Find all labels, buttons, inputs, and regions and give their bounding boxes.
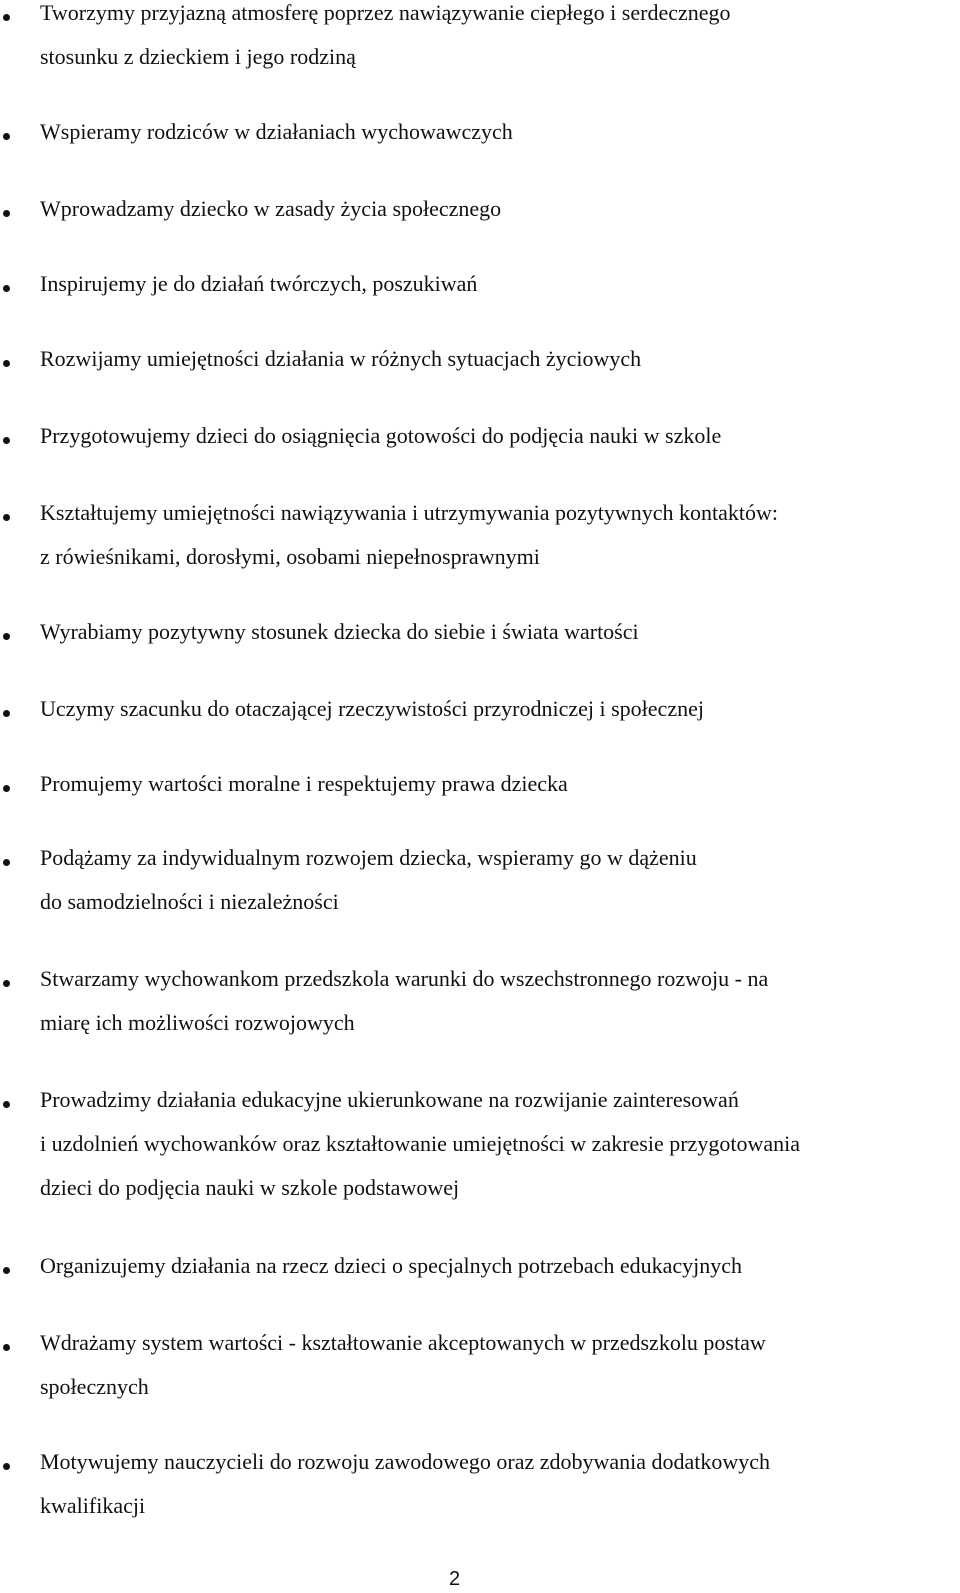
list-item-line: z rówieśnikami, dorosłymi, osobami niepełnosprawnymi [40, 544, 540, 569]
bullet-icon [3, 785, 10, 792]
list-item-text [40, 836, 952, 924]
list-item-line: kwalifikacji [40, 1493, 146, 1518]
list-item-text [40, 0, 952, 79]
bullet-icon [3, 710, 10, 717]
list-item-line: Rozwijamy umiejętności działania w różnych sytuacjach życiowych [40, 346, 642, 371]
list-item-text [40, 1440, 952, 1528]
list-item-text [40, 491, 952, 579]
list-item-line: do samodzielności i niezależności [40, 889, 339, 914]
list-item-line: i uzdolnień wychowanków oraz kształtowanie umiejętności w zakresie przygotowania [40, 1131, 800, 1156]
list-item-line: Uczymy szacunku do otaczającej rzeczywistości przyrodniczej i społecznej [40, 696, 704, 721]
list-item-text [40, 762, 952, 806]
bullet-icon [3, 1101, 10, 1108]
list-item-line: Stwarzamy wychowankom przedszkola warunki do wszechstronnego rozwoju - na [40, 966, 769, 991]
list-item-line: Promujemy wartości moralne i respektujemy prawa dziecka [40, 771, 568, 796]
bullet-icon [3, 514, 10, 521]
bullet-icon [3, 133, 10, 140]
list-item-line: Tworzymy przyjazną atmosferę poprzez nawiązywanie ciepłego i serdecznego [40, 0, 731, 25]
bullet-icon [3, 1344, 10, 1351]
list-item-line: dzieci do podjęcia nauki w szkole podstawowej [40, 1175, 460, 1200]
bullet-icon [3, 859, 10, 866]
list-item-line: Wyrabiamy pozytywny stosunek dziecka do siebie i świata wartości [40, 619, 639, 644]
list-item-text [40, 337, 952, 381]
bullet-icon [3, 1463, 10, 1470]
bullet-icon [3, 633, 10, 640]
list-item-text [40, 262, 952, 306]
bullet-icon [3, 980, 10, 987]
list-item-text [40, 1078, 952, 1210]
bullet-icon [3, 14, 10, 21]
list-item-text [40, 1244, 952, 1288]
list-item-line: stosunku z dzieckiem i jego rodziną [40, 44, 356, 69]
list-item-line: Przygotowujemy dzieci do osiągnięcia gotowości do podjęcia nauki w szkole [40, 423, 722, 448]
list-item-line: Kształtujemy umiejętności nawiązywania i utrzymywania pozytywnych kontaktów: [40, 500, 779, 525]
list-item-text [40, 187, 952, 231]
list-item-text [40, 414, 952, 458]
page-number: 2 [449, 1568, 461, 1590]
bullet-icon [3, 285, 10, 292]
list-item-line: Wdrażamy system wartości - kształtowanie akceptowanych w przedszkolu postaw [40, 1330, 766, 1355]
list-item-line: Prowadzimy działania edukacyjne ukierunkowane na rozwijanie zainteresowań [40, 1087, 739, 1112]
bullet-icon [3, 1267, 10, 1274]
bullet-icon [3, 437, 10, 444]
list-item-text [40, 110, 952, 154]
list-item-text [40, 687, 952, 731]
bullet-icon [3, 210, 10, 217]
list-item-text [40, 1321, 952, 1409]
list-item-line: miarę ich możliwości rozwojowych [40, 1010, 355, 1035]
bullet-icon [3, 360, 10, 367]
list-item-line: Inspirujemy je do działań twórczych, poszukiwań [40, 271, 478, 296]
list-item-line: Wspieramy rodziców w działaniach wychowawczych [40, 119, 513, 144]
list-item-line: Podążamy za indywidualnym rozwojem dziecka, wspieramy go w dążeniu [40, 845, 697, 870]
list-item-line: Wprowadzamy dziecko w zasady życia społecznego [40, 196, 502, 221]
list-item-line: Motywujemy nauczycieli do rozwoju zawodowego oraz zdobywania dodatkowych [40, 1449, 771, 1474]
list-item-text [40, 610, 952, 654]
list-item-text [40, 957, 952, 1045]
list-item-line: Organizujemy działania na rzecz dzieci o specjalnych potrzebach edukacyjnych [40, 1253, 743, 1278]
list-item-line: społecznych [40, 1374, 149, 1399]
